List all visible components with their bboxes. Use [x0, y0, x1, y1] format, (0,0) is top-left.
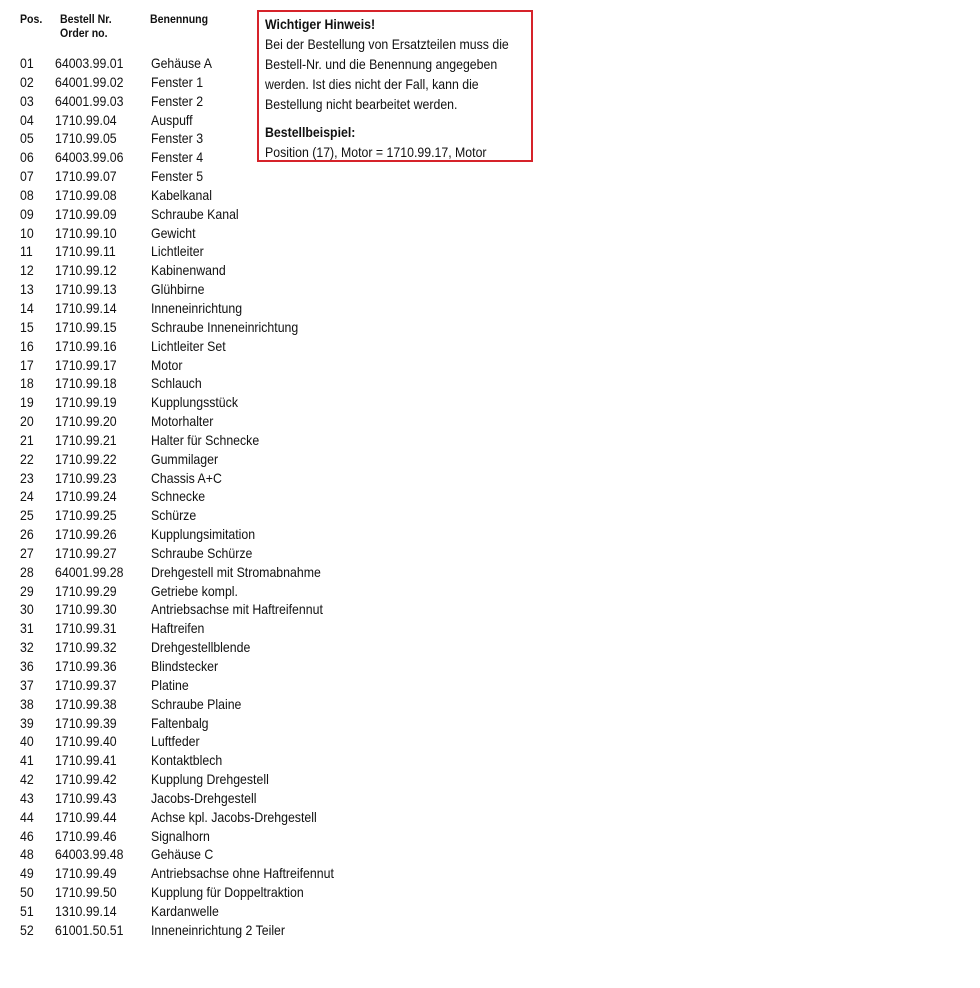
part-pos: 15: [20, 318, 34, 335]
part-order-number: 1710.99.08: [55, 186, 117, 203]
part-name: Platine: [151, 676, 189, 693]
part-pos: 36: [20, 658, 34, 674]
part-order-number: 1710.99.32: [55, 639, 117, 656]
part-order-number: 1710.99.11: [55, 243, 116, 260]
part-name: Gewicht: [151, 224, 196, 241]
part-order-number: 1710.99.40: [55, 733, 117, 750]
part-name: Kabelkanal: [151, 186, 212, 203]
part-name: Jacobs-Drehgestell: [151, 789, 257, 806]
part-row: [0, 676, 560, 695]
part-name: Haftreifen: [151, 620, 205, 637]
column-header-order: [60, 12, 112, 40]
part-name: Glühbirne: [151, 281, 205, 298]
part-pos: 08: [20, 186, 34, 203]
part-order-number: 1310.99.14: [55, 902, 117, 919]
part-pos: 28: [20, 563, 34, 580]
part-name: Drehgestellblende: [151, 639, 251, 656]
part-pos: 51: [20, 902, 34, 919]
part-row: [0, 883, 560, 902]
part-pos: 38: [20, 695, 34, 712]
part-row: [0, 205, 560, 224]
part-order-number: 64001.99.03: [55, 92, 124, 109]
part-name: Fenster 3: [151, 130, 204, 147]
part-order-number: 1710.99.09: [55, 205, 117, 222]
part-row: [0, 638, 560, 657]
part-pos: 50: [20, 884, 34, 901]
part-row: [0, 808, 560, 827]
part-row: [0, 242, 560, 261]
notice-line: Bestell-Nr. und die Benennung angegeben: [265, 56, 498, 72]
part-row: [0, 280, 560, 299]
part-row: [0, 450, 560, 469]
part-pos: 03: [20, 92, 34, 109]
order-example-text: Position (17), Motor = 1710.99.17, Motor: [265, 144, 487, 160]
part-order-number: 1710.99.20: [55, 413, 117, 430]
part-row: [0, 827, 560, 846]
part-pos: 30: [20, 601, 34, 618]
part-pos: 04: [20, 111, 34, 128]
part-name: Faltenbalg: [151, 714, 209, 731]
part-order-number: 1710.99.44: [55, 808, 117, 825]
part-name: Antriebsachse mit Haftreifennut: [151, 601, 323, 618]
part-name: Inneneinrichtung 2 Teiler: [151, 921, 286, 938]
part-row: [0, 544, 560, 563]
part-pos: 12: [20, 262, 34, 279]
part-order-number: 1710.99.04: [55, 111, 117, 128]
part-name: Kupplung Drehgestell: [151, 771, 269, 788]
part-name: Inneneinrichtung: [151, 299, 243, 316]
part-pos: 42: [20, 771, 34, 788]
part-name: Schraube Plaine: [151, 695, 242, 712]
part-order-number: 1710.99.17: [55, 356, 117, 373]
part-name: Kupplung für Doppeltraktion: [151, 884, 304, 901]
column-header-pos: [20, 12, 42, 26]
part-name: Gehäuse A: [151, 55, 212, 71]
part-row: [0, 751, 560, 770]
part-row: [0, 299, 560, 318]
column-header-name-label: Benennung: [150, 12, 209, 26]
part-name: Blindstecker: [151, 658, 219, 674]
part-name: Fenster 1: [151, 73, 204, 90]
part-pos: 52: [20, 921, 34, 938]
part-order-number: 1710.99.46: [55, 827, 117, 844]
part-pos: 39: [20, 714, 34, 731]
part-order-number: 1710.99.13: [55, 281, 117, 298]
part-order-number: 1710.99.10: [55, 224, 117, 241]
part-row: [0, 789, 560, 808]
notice-line: Bestellung nicht bearbeitet werden.: [265, 96, 458, 112]
part-order-number: 1710.99.23: [55, 469, 117, 486]
part-order-number: 1710.99.22: [55, 450, 117, 467]
part-row: [0, 845, 560, 864]
part-order-number: 1710.99.27: [55, 544, 117, 561]
part-name: Signalhorn: [151, 827, 210, 844]
part-pos: 01: [20, 55, 34, 71]
part-pos: 44: [20, 808, 34, 825]
part-order-number: 61001.50.51: [55, 921, 124, 938]
notice-title: Wichtiger Hinweis!: [265, 16, 376, 32]
part-pos: 26: [20, 526, 34, 543]
part-row: [0, 506, 560, 525]
part-row: [0, 374, 560, 393]
important-notice-box: [257, 10, 533, 162]
part-pos: 48: [20, 846, 34, 863]
part-order-number: 1710.99.39: [55, 714, 117, 731]
part-name: Lichtleiter: [151, 243, 204, 260]
part-order-number: 1710.99.24: [55, 488, 117, 505]
part-order-number: 1710.99.42: [55, 771, 117, 788]
part-pos: 41: [20, 752, 34, 769]
part-row: [0, 864, 560, 883]
part-order-number: 1710.99.25: [55, 507, 117, 524]
column-header-order-line1: Bestell Nr.: [60, 12, 112, 26]
part-pos: 14: [20, 299, 34, 316]
part-row: [0, 337, 560, 356]
part-pos: 19: [20, 394, 34, 411]
part-order-number: 1710.99.19: [55, 394, 117, 411]
parts-list: [0, 54, 560, 940]
part-pos: 32: [20, 639, 34, 656]
part-name: Auspuff: [151, 111, 193, 128]
part-name: Kardanwelle: [151, 902, 219, 919]
part-row: [0, 356, 560, 375]
part-row: [0, 657, 560, 676]
part-order-number: 1710.99.16: [55, 337, 117, 354]
part-row: [0, 167, 560, 186]
part-order-number: 1710.99.15: [55, 318, 117, 335]
part-name: Kabinenwand: [151, 262, 226, 279]
part-pos: 17: [20, 356, 34, 373]
part-name: Antriebsachse ohne Haftreifennut: [151, 865, 334, 882]
order-example-title: Bestellbeispiel:: [265, 124, 356, 140]
part-order-number: 1710.99.07: [55, 168, 117, 185]
part-row: [0, 393, 560, 412]
part-order-number: 1710.99.43: [55, 789, 117, 806]
part-order-number: 1710.99.49: [55, 865, 117, 882]
part-pos: 05: [20, 130, 34, 147]
part-pos: 29: [20, 582, 34, 599]
part-order-number: 1710.99.14: [55, 299, 117, 316]
part-row: [0, 619, 560, 638]
part-pos: 18: [20, 375, 34, 392]
part-pos: 31: [20, 620, 34, 637]
part-name: Gummilager: [151, 450, 219, 467]
part-pos: 16: [20, 337, 34, 354]
part-row: [0, 582, 560, 601]
part-row: [0, 487, 560, 506]
part-order-number: 1710.99.18: [55, 375, 117, 392]
part-pos: 27: [20, 544, 34, 561]
part-order-number: 1710.99.41: [55, 752, 117, 769]
part-name: Motorhalter: [151, 413, 214, 430]
part-pos: 21: [20, 431, 34, 448]
part-name: Gehäuse C: [151, 846, 214, 863]
part-pos: 40: [20, 733, 34, 750]
part-order-number: 1710.99.31: [55, 620, 117, 637]
part-pos: 23: [20, 469, 34, 486]
part-row: [0, 714, 560, 733]
part-pos: 07: [20, 168, 34, 185]
part-row: [0, 224, 560, 243]
part-row: [0, 431, 560, 450]
part-order-number: 1710.99.12: [55, 262, 117, 279]
part-name: Fenster 2: [151, 92, 204, 109]
part-name: Chassis A+C: [151, 469, 222, 486]
part-order-number: 1710.99.38: [55, 695, 117, 712]
part-order-number: 1710.99.29: [55, 582, 117, 599]
part-row: [0, 186, 560, 205]
part-pos: 37: [20, 676, 34, 693]
part-order-number: 1710.99.36: [55, 658, 117, 674]
part-pos: 13: [20, 281, 34, 298]
part-row: [0, 732, 560, 751]
part-pos: 02: [20, 73, 34, 90]
part-name: Achse kpl. Jacobs-Drehgestell: [151, 808, 317, 825]
column-header-order-line2: Order no.: [60, 26, 108, 40]
part-row: [0, 469, 560, 488]
part-order-number: 64001.99.02: [55, 73, 124, 90]
part-name: Schürze: [151, 507, 197, 524]
part-name: Fenster 4: [151, 149, 204, 166]
part-name: Drehgestell mit Stromabnahme: [151, 563, 321, 580]
part-row: [0, 902, 560, 921]
part-pos: 20: [20, 413, 34, 430]
part-name: Schlauch: [151, 375, 202, 392]
notice-content: [265, 14, 525, 162]
part-pos: 46: [20, 827, 34, 844]
part-name: Schraube Kanal: [151, 205, 239, 222]
notice-line: Bei der Bestellung von Ersatzteilen muss die: [265, 36, 509, 52]
part-name: Fenster 5: [151, 168, 204, 185]
part-name: Schnecke: [151, 488, 206, 505]
part-row: [0, 600, 560, 619]
part-pos: 43: [20, 789, 34, 806]
part-row: [0, 921, 560, 940]
part-pos: 22: [20, 450, 34, 467]
part-row: [0, 695, 560, 714]
part-pos: 06: [20, 149, 34, 166]
column-header-pos-label: Pos.: [20, 12, 43, 26]
part-row: [0, 261, 560, 280]
part-name: Schraube Schürze: [151, 544, 253, 561]
part-row: [0, 563, 560, 582]
part-name: Luftfeder: [151, 733, 200, 750]
part-pos: 25: [20, 507, 34, 524]
part-order-number: 64001.99.28: [55, 563, 124, 580]
part-pos: 10: [20, 224, 34, 241]
column-header-name: [150, 12, 208, 26]
part-row: [0, 770, 560, 789]
part-order-number: 1710.99.21: [55, 431, 117, 448]
part-order-number: 64003.99.06: [55, 149, 124, 166]
part-order-number: 1710.99.37: [55, 676, 117, 693]
part-name: Kupplungsimitation: [151, 526, 256, 543]
notice-line: werden. Ist dies nicht der Fall, kann die: [265, 76, 479, 92]
part-order-number: 64003.99.01: [55, 55, 124, 71]
part-name: Halter für Schnecke: [151, 431, 260, 448]
part-order-number: 64003.99.48: [55, 846, 124, 863]
part-name: Getriebe kompl.: [151, 582, 238, 599]
part-order-number: 1710.99.05: [55, 130, 117, 147]
part-order-number: 1710.99.50: [55, 884, 117, 901]
part-order-number: 1710.99.26: [55, 526, 117, 543]
part-name: Schraube Inneneinrichtung: [151, 318, 299, 335]
part-name: Motor: [151, 356, 183, 373]
part-order-number: 1710.99.30: [55, 601, 117, 618]
part-row: [0, 318, 560, 337]
part-name: Kontaktblech: [151, 752, 223, 769]
part-name: Kupplungsstück: [151, 394, 238, 411]
part-row: [0, 525, 560, 544]
part-pos: 24: [20, 488, 34, 505]
part-row: [0, 412, 560, 431]
part-pos: 11: [20, 243, 33, 260]
part-name: Lichtleiter Set: [151, 337, 226, 354]
part-pos: 09: [20, 205, 34, 222]
part-pos: 49: [20, 865, 34, 882]
